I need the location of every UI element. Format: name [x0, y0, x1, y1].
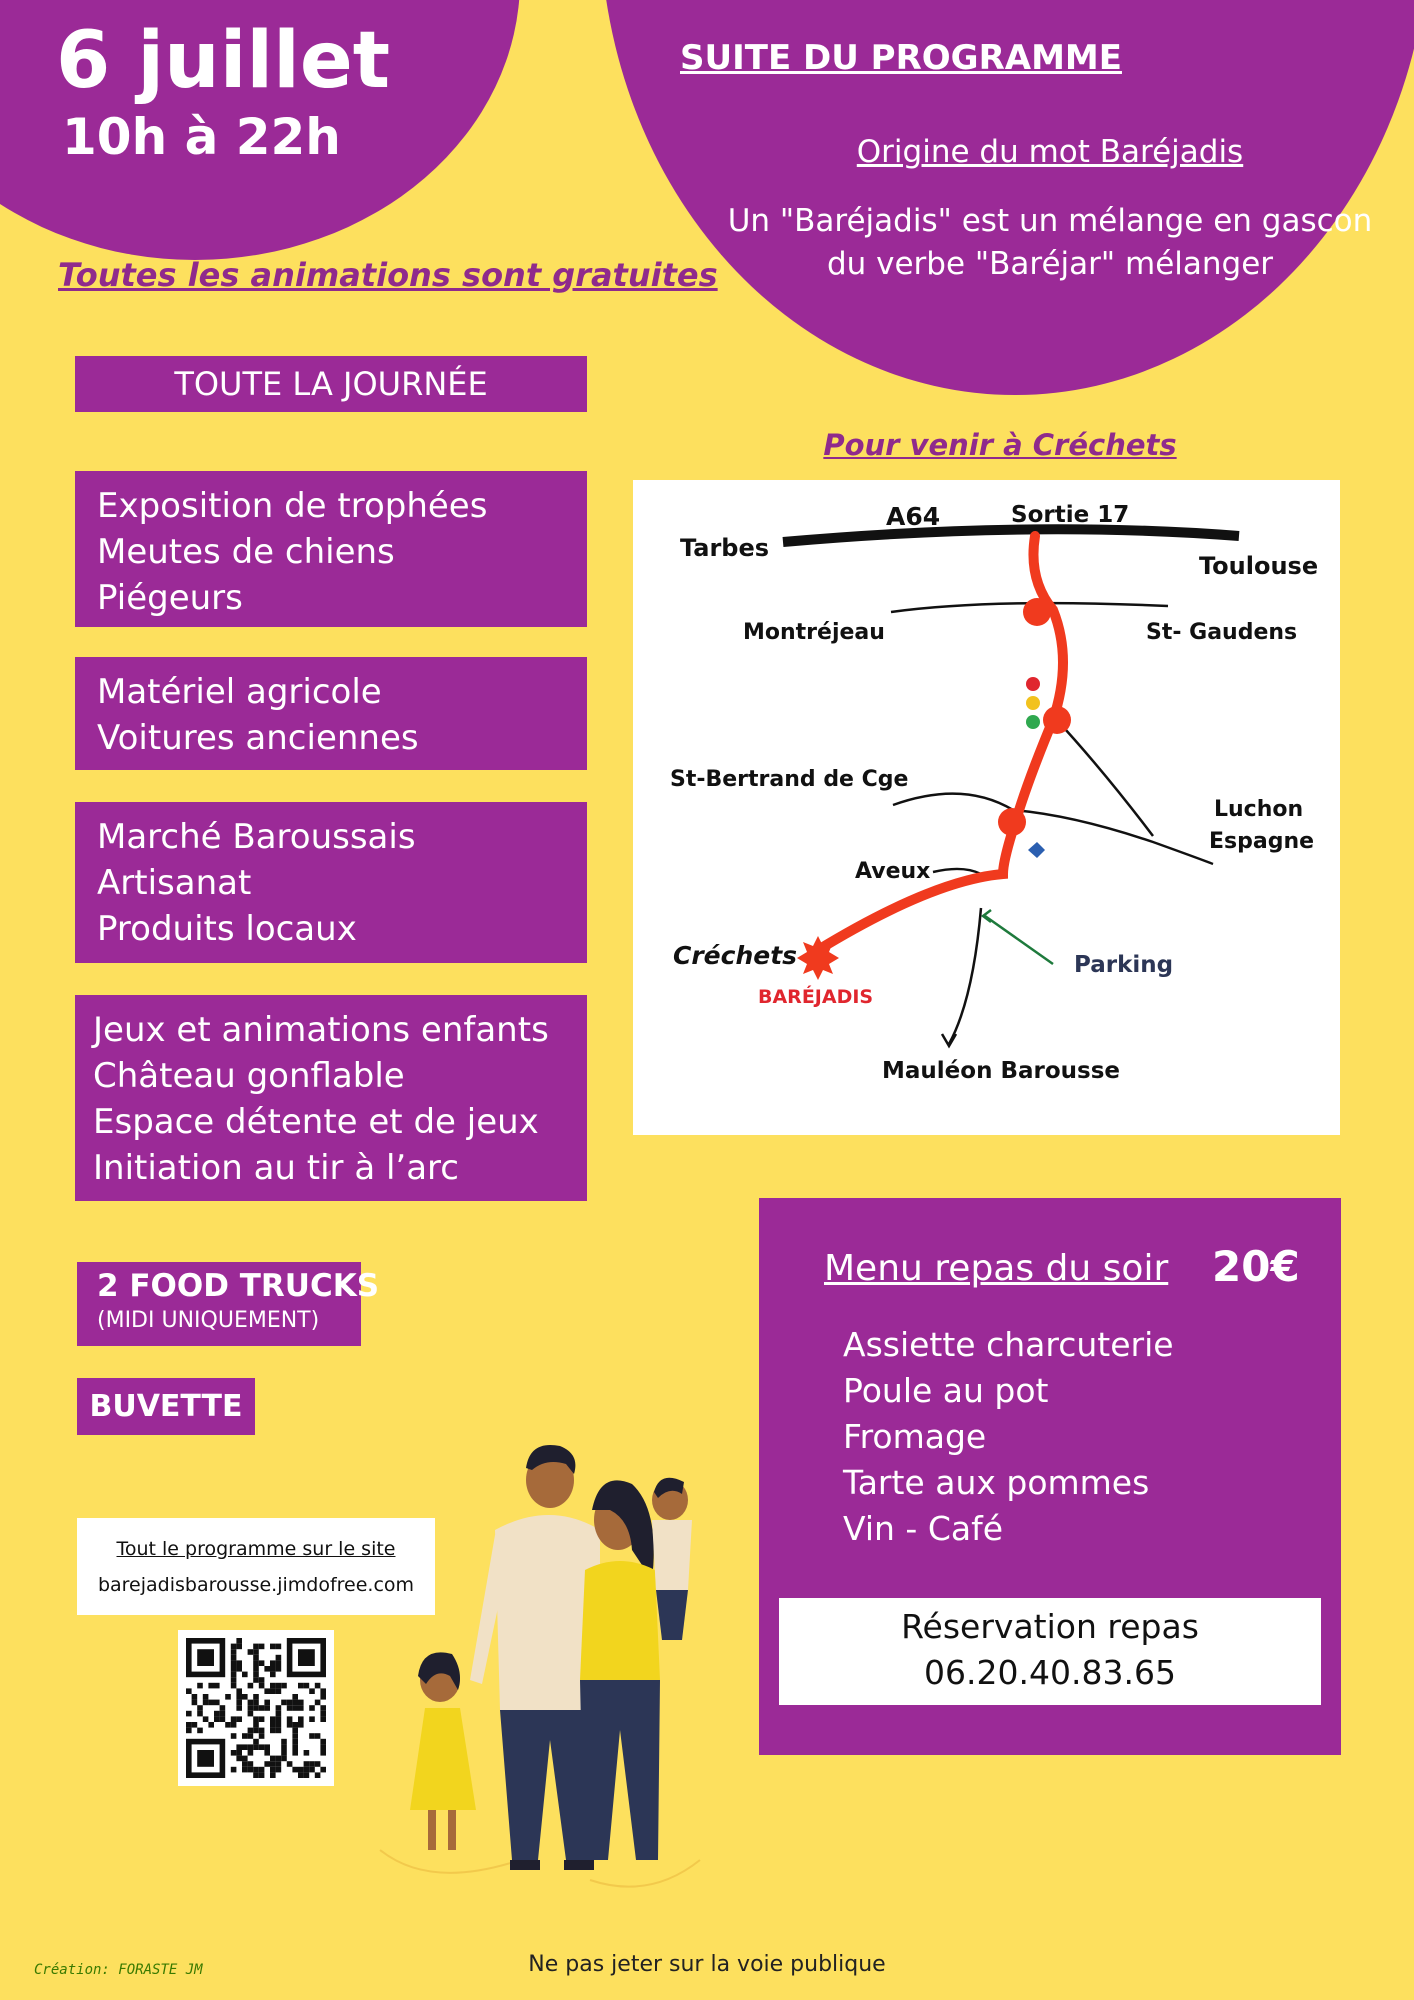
- website-url[interactable]: barejadisbarousse.jimdofree.com: [97, 1574, 415, 1596]
- event-date: 6 juillet: [56, 16, 391, 106]
- directions-map: [633, 480, 1340, 1135]
- activity-item: Piégeurs: [97, 578, 243, 618]
- activity-item: Artisanat: [97, 863, 252, 903]
- food-trucks-note: (MIDI UNIQUEMENT): [97, 1308, 320, 1333]
- map-label-aveux: Aveux: [855, 859, 931, 884]
- map-label-stbertrand: St-Bertrand de Cge: [670, 767, 909, 792]
- free-notice: Toutes les animations sont gratuites: [58, 256, 718, 294]
- activity-item: Exposition de trophées: [97, 486, 488, 526]
- map-label-espagne: Espagne: [1209, 829, 1315, 854]
- map-label-toulouse: Toulouse: [1199, 552, 1319, 580]
- map-label-tarbes: Tarbes: [680, 534, 770, 562]
- origin-title: Origine du mot Baréjadis: [856, 134, 1244, 170]
- menu-item: Assiette charcuterie: [843, 1325, 1174, 1364]
- map-svg: [633, 480, 1340, 1135]
- activity-item: Matériel agricole: [97, 672, 382, 712]
- route-line: [818, 536, 1063, 950]
- footer-notice: Ne pas jeter sur la voie publique: [528, 1952, 886, 1977]
- map-label-parking: Parking: [1074, 952, 1174, 978]
- origin-line-2: du verbe "Baréjar" mélanger: [826, 246, 1274, 282]
- menu-items: [843, 1322, 1174, 1552]
- activity-item: Château gonflable: [93, 1056, 405, 1096]
- map-label-stgaudens: St- Gaudens: [1146, 620, 1298, 645]
- activity-group-2: [75, 657, 587, 770]
- activity-item: Marché Baroussais: [97, 817, 416, 857]
- map-label-crechets: Créchets: [673, 941, 798, 970]
- highway-a64: [783, 529, 1239, 542]
- map-label-a64: A64: [886, 502, 941, 531]
- menu-item: Tarte aux pommes: [843, 1463, 1150, 1502]
- activity-group-3: [75, 802, 587, 963]
- creator-credit: Création: FORASTE JM: [34, 1962, 203, 1978]
- map-label-sortie: Sortie 17: [1011, 502, 1130, 528]
- activity-item: Meutes de chiens: [97, 532, 395, 572]
- qr-code: [178, 1630, 334, 1786]
- food-trucks-title: 2 FOOD TRUCKS: [97, 1268, 380, 1304]
- food-trucks-box: [77, 1262, 380, 1346]
- menu-item: Vin - Café: [843, 1509, 1004, 1548]
- journee-header: TOUTE LA JOURNÉE: [75, 356, 587, 412]
- reservation-box: [779, 1598, 1321, 1705]
- family-illustration: [370, 1440, 750, 1900]
- activity-group-1: [75, 471, 587, 627]
- map-label-mauleon: Mauléon Barousse: [882, 1058, 1120, 1084]
- activity-item: Voitures anciennes: [97, 718, 419, 758]
- menu-price: 20€: [1212, 1242, 1300, 1291]
- activity-item: Jeux et animations enfants: [93, 1010, 549, 1050]
- origin-text: [720, 200, 1380, 286]
- crechets-star: [797, 936, 839, 980]
- menu-title: Menu repas du soir: [824, 1248, 1169, 1289]
- activity-item: Espace détente et de jeux: [93, 1102, 539, 1142]
- website-label: Tout le programme sur le site: [116, 1538, 396, 1560]
- suite-title: SUITE DU PROGRAMME: [680, 38, 1122, 78]
- map-label-luchon: Luchon: [1214, 797, 1304, 822]
- map-label-montrejeau: Montréjeau: [743, 620, 885, 645]
- reservation-phone[interactable]: 06.20.40.83.65: [924, 1653, 1176, 1692]
- reservation-label: Réservation repas: [901, 1607, 1199, 1646]
- map-title: Pour venir à Créchets: [823, 428, 1177, 462]
- menu-item: Poule au pot: [843, 1371, 1049, 1410]
- activity-item: Initiation au tir à l’arc: [93, 1148, 459, 1188]
- activity-item: Produits locaux: [97, 909, 357, 949]
- map-label-barejadis: BARÉJADIS: [758, 986, 874, 1008]
- dinner-menu-box: [759, 1198, 1341, 1755]
- buvette-box: BUVETTE: [77, 1378, 255, 1435]
- event-hours: 10h à 22h: [62, 108, 341, 166]
- origin-line-1: Un "Baréjadis" est un mélange en gascon: [727, 203, 1373, 239]
- qr-code-image: [178, 1630, 334, 1786]
- activity-group-4: [75, 995, 587, 1201]
- menu-item: Fromage: [843, 1417, 987, 1456]
